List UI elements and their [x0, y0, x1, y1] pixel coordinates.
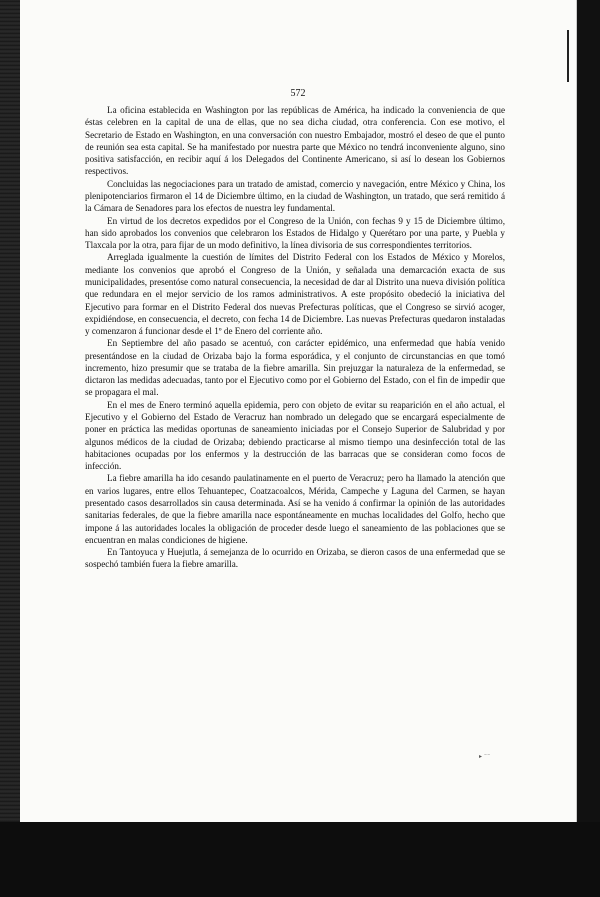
body-text [85, 104, 505, 571]
paragraph: En el mes de Enero terminó aquella epidemia, pero con objeto de evitar su reaparición en el año actual, el Ejecutivo y el Gobierno del Estado de Veracruz han nombrado un delegado que se encargará especialmente de poner en práctica las medidas oportunas de saneamiento iniciadas por el Consejo Superior de Salubridad y por algunos médicos de la ciudad de Orizaba; debiendo practicarse al mismo tiempo una desinfección total de las habitaciones ocupadas por los enfermos y la destrucción de las barracas que se consideran como focos de infección. [85, 399, 505, 472]
scan-right-border [576, 0, 600, 897]
paragraph: La fiebre amarilla ha ido cesando paulatinamente en el puerto de Veracruz; pero ha llamado la atención que en varios lugares, entre ellos Tehuantepec, Coatzacoalcos, Mérida, Campeche y Laguna del Carmen, se hayan presentado casos desarrollados sin causa determinada. Así se ha venido á confirmar la opinión de las autoridades sanitarias federales, de que la fiebre amarilla nace espontáneamente en muchas localidades del Golfo, hecho que impone á las autoridades locales la obligación de proceder desde luego el saneamiento de las poblaciones que se encuentran en malas condiciones de higiene. [85, 473, 505, 545]
page-number: 572 [290, 88, 306, 99]
document-page [20, 0, 577, 822]
scan-edge-mark [567, 30, 569, 82]
paragraph: En Septiembre del año pasado se acentuó, con carácter epidémico, una enfermedad que había venido presentándose en la ciudad de Orizaba bajo la forma esporádica, y el conjunto de circunstancias en que tomó incremento, hizo presumir que se trataba de la fiebre amarilla. Sin prejuzgar la naturaleza de la enfermedad, se dictaron las medidas adecuadas, tanto por el Ejecutivo como por el Gobierno del Estado, con el fin de impedir que se propagara el mal. [85, 338, 505, 398]
scan-left-border [0, 0, 20, 897]
scan-bottom-border [0, 822, 600, 897]
ink-mark: ▸ ⁻⁻ [479, 753, 491, 760]
paragraph: En Tantoyuca y Huejutla, á semejanza de lo ocurrido en Orizaba, se dieron casos de una enfermedad que se sospechó también fuera la fiebre amarilla. [85, 547, 505, 570]
paragraph: Concluidas las negociaciones para un tratado de amistad, comercio y navegación, entre México y China, los plenipotenciarios firmaron el 14 de Diciembre último, en la ciudad de Washington, un tratado, que será remitido á la Cámara de Senadores para los efectos de nuestra ley fundamental. [85, 178, 505, 214]
paragraph: En virtud de los decretos expedidos por el Congreso de la Unión, con fechas 9 y 15 de Diciembre último, han sido aprobados los convenios que celebraron los Estados de Hidalgo y Querétaro por una parte, y Puebla y Tlaxcala por la otra, para fijar de un modo definitivo, la línea divisoria de sus correspondientes territorios. [85, 215, 505, 251]
paragraph: Arreglada igualmente la cuestión de límites del Distrito Federal con los Estados de México y Morelos, mediante los convenios que aprobó el Congreso de la Unión, y señalada una demarcación exacta de sus municipalidades, presentóse como natural consecuencia, la necesidad de dar al Distrito una nueva división política que redundara en el mejor servicio de los ramos administrativos. A este propósito obedeció la iniciativa del Ejecutivo para formar en el Distrito Federal dos nuevas Prefecturas políticas, que el Congreso se sirvió acoger, expidiéndose, en consecuencia, el decreto, con fecha 14 de Diciembre. Las nuevas Prefecturas quedaron instaladas y comenzaron á funcionar desde el 1º de Enero del corriente año. [85, 252, 505, 337]
paragraph: La oficina establecida en Washington por las repúblicas de América, ha indicado la conveniencia de que éstas celebren en la capital de una de ellas, que no sea dicha ciudad, otra conferencia. Con ese motivo, el Secretario de Estado en Washington, en una conversación con nuestro Embajador, mostró el deseo de que el punto de reunión sea esta capital. Se ha manifestado por nuestra parte que México no tendrá inconveniente alguno, sino positiva satisfacción, en recibir aquí á los Delegados del Continente Americano, si así lo desean los Gobiernos respectivos. [85, 105, 505, 177]
